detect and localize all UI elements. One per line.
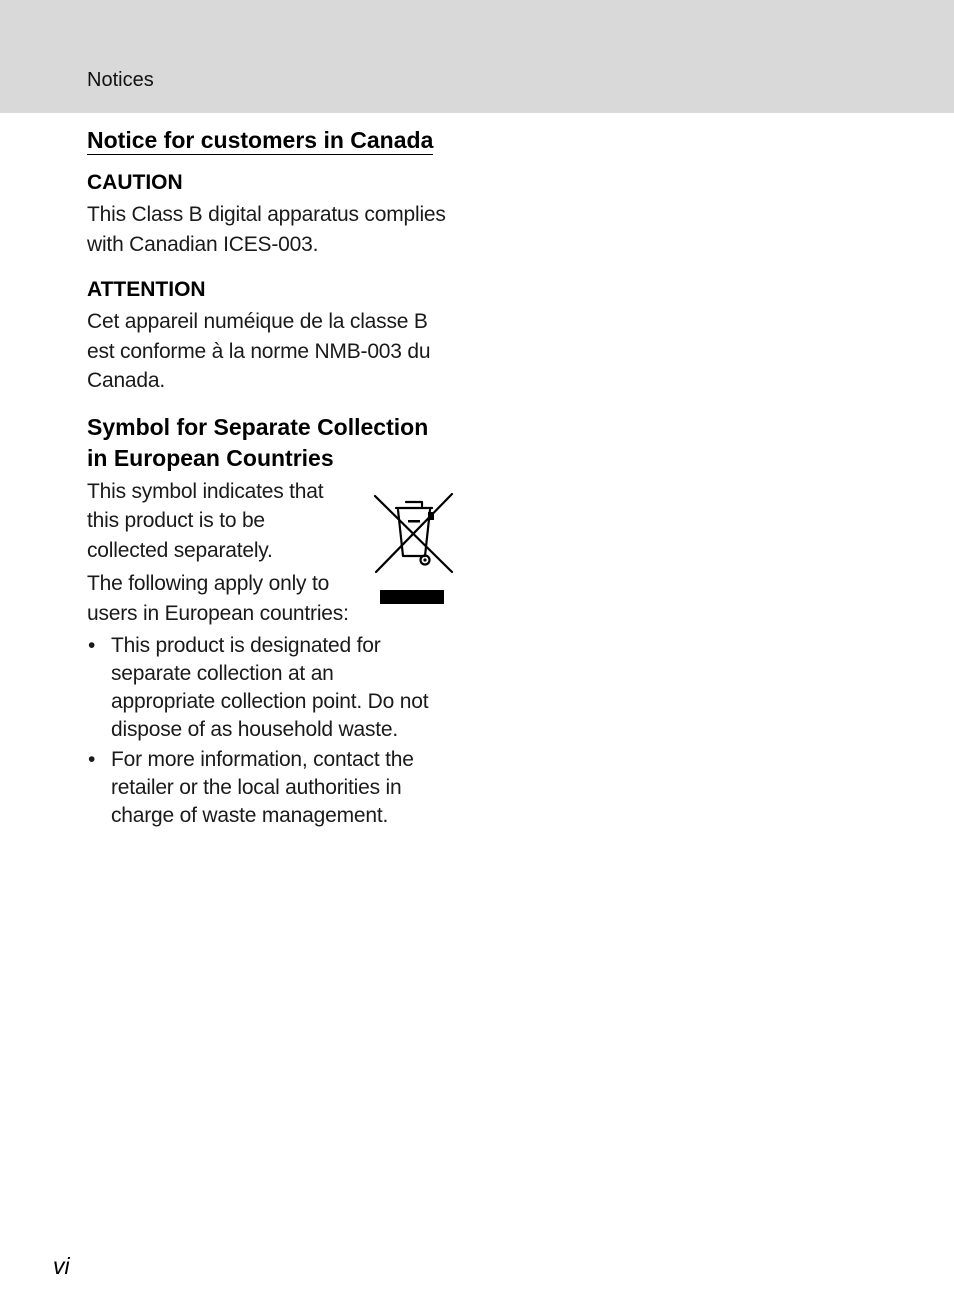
caution-text-line: with Canadian ICES-003. <box>87 232 319 256</box>
crossed-out-wheeled-bin-icon <box>372 490 456 608</box>
apply-line: The following apply only to <box>87 572 330 595</box>
header-band <box>0 0 954 113</box>
page-number: vi <box>53 1253 70 1279</box>
europe-section <box>87 412 457 831</box>
caution-heading: CAUTION <box>87 171 183 194</box>
bullet-line: retailer or the local authorities in <box>111 776 402 799</box>
europe-section-title <box>87 412 457 474</box>
canada-section-title: Notice for customers in Canada <box>87 127 434 153</box>
intro-line: This symbol indicates that <box>87 479 324 503</box>
caution-text <box>87 200 457 259</box>
list-item <box>87 746 457 830</box>
attention-text-line: est conforme à la norme NMB-003 du <box>87 339 431 363</box>
header-title: Notices <box>87 69 154 91</box>
bullet-icon: • <box>88 634 96 657</box>
europe-title-line: Symbol for Separate Collection <box>87 413 429 440</box>
intro-line: this product is to be <box>87 509 265 532</box>
apply-line: users in European countries: <box>87 601 349 625</box>
canada-section <box>87 124 457 396</box>
bullet-line: For more information, contact the <box>111 748 414 771</box>
bullet-line: separate collection at an <box>111 662 334 685</box>
intro-line: collected separately. <box>87 538 273 562</box>
list-item <box>87 632 457 744</box>
bullet-line: dispose of as household waste. <box>111 718 399 741</box>
europe-title-line: in European Countries <box>87 444 334 471</box>
bullet-line: charge of waste management. <box>111 804 389 827</box>
attention-text <box>87 307 457 396</box>
caution-text-line: This Class B digital apparatus complies <box>87 203 446 226</box>
main-content <box>87 124 457 830</box>
attention-text-line: Cet appareil numéique de la classe B <box>87 310 428 333</box>
attention-heading: ATTENTION <box>87 278 206 301</box>
attention-text-line: Canada. <box>87 369 165 392</box>
europe-bullet-list <box>87 632 457 830</box>
bullet-icon: • <box>88 748 96 771</box>
bullet-line: appropriate collection point. Do not <box>111 690 429 713</box>
bullet-line: This product is designated for <box>111 634 381 657</box>
